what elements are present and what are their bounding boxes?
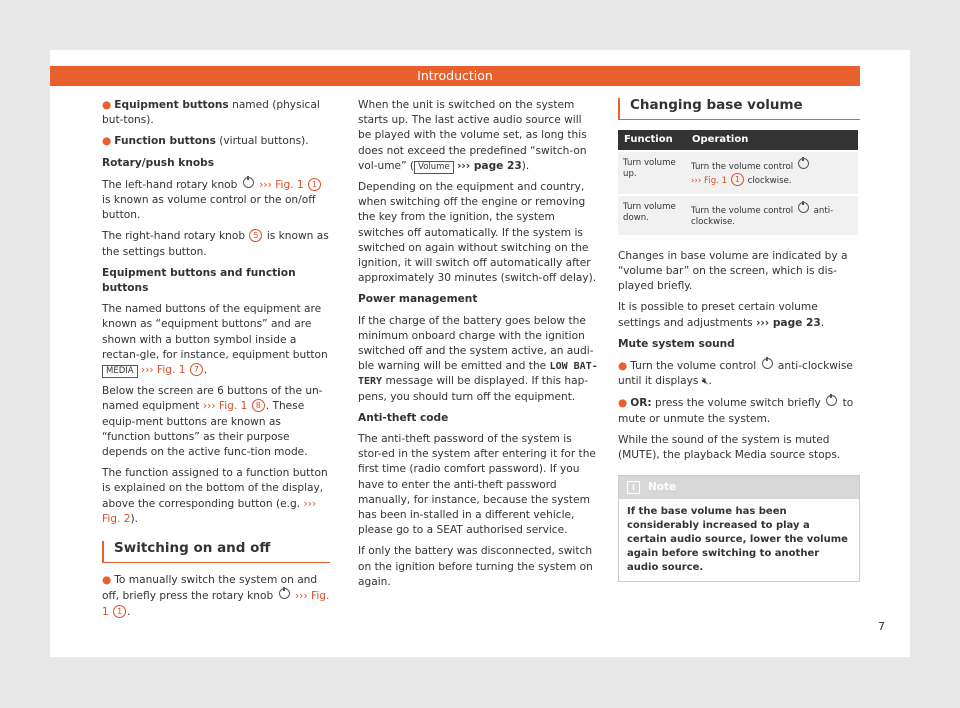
figure-link[interactable]: ››› Fig. 1 [691,176,728,187]
left-column [102,98,330,626]
volume-button-symbol: Volume [414,161,454,174]
table-cell: Turn volume down. [618,195,686,235]
volume-table [618,130,858,235]
note-box [618,475,860,582]
callout-number: 5 [249,229,262,242]
bullet-icon: ● [102,135,112,148]
table-header: Operation [686,130,858,151]
knob-icon [243,177,254,188]
heading-equipment-buttons: Equipment buttons and function buttons [102,266,296,295]
paragraph: While the sound of the system is muted (MUTE), the playback Media source stops. [618,433,841,461]
callout-number: 1 [308,178,321,191]
page-link[interactable]: ››› page 23 [457,159,522,172]
bullet-icon: ● [618,397,628,410]
low-battery-message: LOW BAT-TERY [358,361,598,388]
table-header: Function [618,130,686,151]
heading-mute: Mute system sound [618,337,735,350]
section-title-switching: Switching on and off [102,541,330,563]
paragraph: The named buttons of the equipment are known as “equipment buttons” and are shown with a button symbol inside a rectan-gle, for instance, equipment button MEDIA ››› Fig. 1 7 . [102,303,328,377]
paragraph: The function assigned to a function button is explained on the bottom of the display, above the corresponding button (e.g. ››› Fig. 2). [102,467,328,525]
table-row [618,151,858,195]
knob-icon [798,158,809,169]
section-title-volume: Changing base volume [618,98,860,120]
callout-number: 1 [113,605,126,618]
page-number: 7 [878,620,885,633]
figure-link[interactable]: ››› Fig. 1 [140,364,186,377]
paragraph: The anti-theft password of the system is stor-ed in the system after entering it for the first time (radio comfort password). If you have to enter the anti-theft password manually, for instance, because the system has been in-stalled in a different vehicle, please go to a SEAT authorised service. [358,433,596,537]
bullet-function-buttons: ● Function buttons (virtual buttons). [102,135,309,148]
table-row [618,195,858,235]
paragraph: The right-hand rotary knob 5 is known as the settings button. [102,230,329,258]
paragraph: Depending on the equipment and country, when switching off the engine or removing the key from the ignition, the system switches off automatically. If the system is switched on again without switching on the ignition, it will switch off automatically after approximately 30 minutes (switch-off delay). [358,181,597,285]
figure-link[interactable]: ››› Fig. 1 [259,178,304,191]
table-cell: Turn the volume control anti-clockwise. [686,195,858,235]
mute-icon: 🔇︎ [701,375,709,388]
heading-power-management: Power management [358,293,478,306]
figure-link[interactable]: ››› Fig. 2 [102,497,317,525]
info-icon: i [627,481,640,494]
bullet-or-press: ● OR: press the volume switch briefly to mute or unmute the system. [618,397,854,425]
media-button-symbol: MEDIA [102,365,138,378]
paragraph: When the unit is switched on the system starts up. The last active audio source will be played with the volume set, as long this does not exceed the predefined “switch-on vol-ume” ( Volume ››› page 23). [358,99,587,172]
heading-anti-theft: Anti-theft code [358,411,449,424]
paragraph: It is possible to preset certain volume settings and adjustments ››› page 23. [618,301,825,329]
paragraph: If only the battery was disconnected, switch on the ignition before turning the system on again. [358,545,593,588]
callout-number: 7 [190,363,203,376]
heading-rotary-knobs: Rotary/push knobs [102,156,215,169]
figure-link[interactable]: ››› Fig. 1 [202,400,248,413]
figure-link[interactable]: ››› Fig. 1 [102,590,330,618]
table-cell: Turn volume up. [618,151,686,195]
bullet-equipment-buttons: ● Equipment buttons named (physical but-tons). [102,99,320,127]
page-header: Introduction [50,66,860,86]
knob-icon [826,395,837,406]
bullet-switch-on-off: ● To manually switch the system on and off, briefly press the rotary knob ››› Fig. 1 1 . [102,574,330,618]
knob-icon [762,358,773,369]
bullet-turn-volume: ● Turn the volume control anti-clockwise until it displays 🔇︎. [618,359,853,388]
bullet-icon: ● [102,99,112,111]
bullet-icon: ● [102,574,112,587]
paragraph: The left-hand rotary knob ››› Fig. 1 1 is known as volume control or the on/off button. [102,177,330,224]
note-body: If the base volume has been considerably increased to play a certain audio source, lower the volume again before switching to another audio source. [627,506,848,574]
callout-number: 8 [252,399,265,412]
page-link[interactable]: ››› page 23 [756,316,821,329]
paragraph: Changes in base volume are indicated by a “volume bar” on the screen, which is dis-played briefly. [618,249,848,293]
note-header: i Note [619,476,859,499]
right-column [618,98,860,582]
knob-icon [279,588,290,599]
paragraph: Below the screen are 6 buttons of the un-named equipment ››› Fig. 1 8 . These equip-ment buttons are known as “function buttons” as their purpose depends on the active func-tion mode. [102,385,323,459]
knob-icon [798,202,809,213]
table-cell: Turn the volume control ››› Fig. 1 1 clockwise. [686,151,858,195]
callout-number: 1 [731,173,744,186]
bullet-icon: ● [618,359,628,372]
middle-column [358,98,598,596]
paragraph: If the charge of the battery goes below the minimum onboard charge with the ignition switched off and the system active, an audi-ble warning will be emitted and the LOW BAT-TERY message will be displayed. If this hap-pens, you should turn off the equipment. [358,314,598,403]
